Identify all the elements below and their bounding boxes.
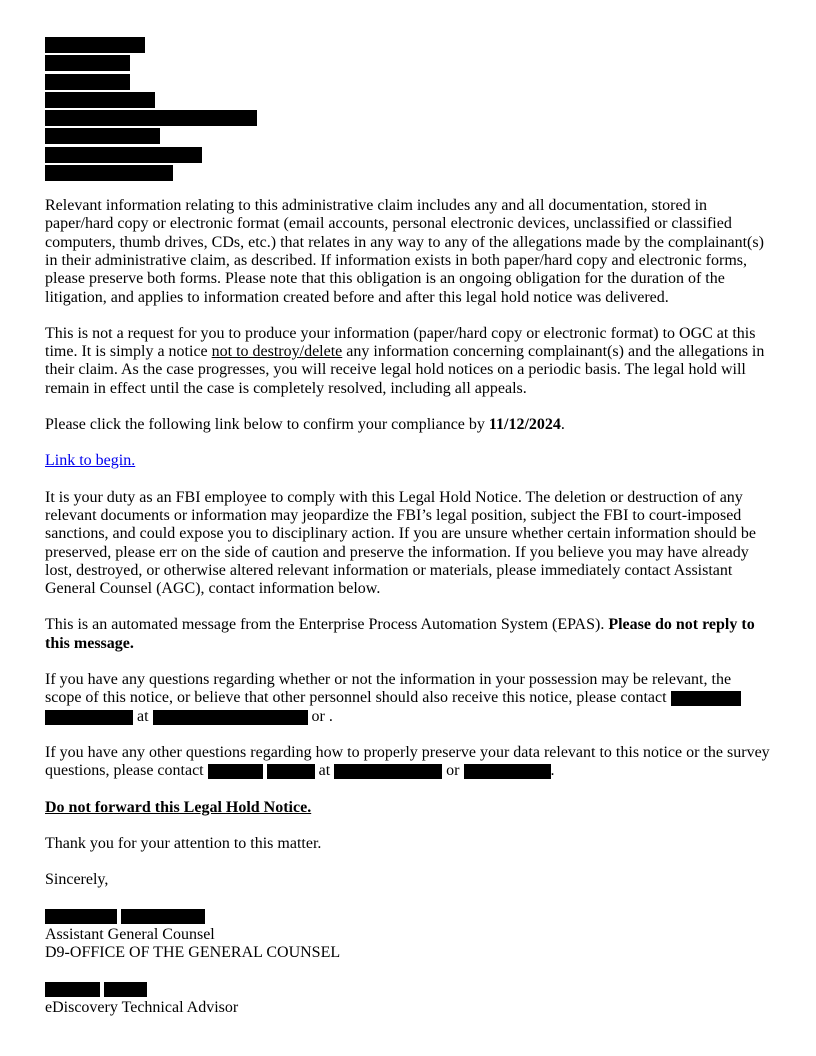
redacted-text — [267, 764, 315, 779]
text-run: any information concerning complainant(s) and the allegations in their claim. As the case progresses, you will receive legal hold notices on a periodic basis. The legal hold will remain in effect until the case is completely resolved, including all appeals. — [45, 343, 765, 397]
paragraph-do-not-forward — [45, 799, 771, 817]
paragraph-link — [45, 452, 771, 470]
paragraph-relevant-information — [45, 197, 771, 307]
redaction-bar — [45, 128, 160, 144]
redacted-text — [208, 764, 263, 779]
redacted-text — [671, 691, 741, 706]
paragraph-questions-relevance — [45, 671, 771, 726]
paragraph-questions-preservation — [45, 744, 771, 781]
text-run: If you have any questions regarding whether or not the information in your possession may be relevant, the scope of this notice, or believe that other personnel should also receive this notice, please contact — [45, 671, 732, 707]
text-run: It is your duty as an FBI employee to comply with this Legal Hold Notice. The deletion or destruction of any relevant documents or information may jeopardize the FBI’s legal position, subject the FBI to court-imposed sanctions, and could expose you to disciplinary action. If you are unsure whether certain information should be preserved, please err on the side of caution and preserve the information. If you believe you may have already lost, destroyed, or otherwise altered relevant information or materials, please immediately contact Assistant General Counsel (AGC), contact information below. — [45, 488, 756, 598]
text-run: . — [560, 416, 565, 434]
redaction-bar — [45, 147, 202, 163]
redacted-text — [45, 710, 133, 725]
text-run: at — [133, 707, 153, 725]
redaction-bar — [45, 165, 173, 181]
text-run: Sincerely, — [45, 871, 109, 889]
paragraph-thank-you — [45, 835, 771, 853]
text-run: If you have any other questions regarding how to properly preserve your data relevant to this notice or the survey questions, please contact — [45, 743, 770, 780]
paragraph-employee-duty — [45, 489, 771, 599]
signature-title: eDiscovery Technical Advisor — [45, 998, 239, 1016]
text-run: This is not a request for you to produce your information (paper/hard copy or electronic format) to OGC at this time. It is simply a notice — [45, 324, 756, 361]
text-run: Relevant information relating to this administrative claim includes any and all documentation, stored in paper/hard copy or electronic format (email accounts, personal electronic devices, unclassified or classified computers, thumb drives, CDs, etc.) that relates in any way to any of the allegations made by the complainant(s) in their administrative claim, as described. If information exists in both paper/hard copy and electronic forms, please preserve both forms. Please note that this obligation is an ongoing obligation for the duration of the litigation, and applies to information created before and after this legal hold notice was delivered. — [45, 197, 764, 306]
text-run: . — [550, 762, 555, 780]
signature-title: Assistant General Counsel — [45, 925, 215, 943]
redacted-signature-name — [45, 907, 771, 925]
text-run: This is an automated message from the Enterprise Process Automation System (EPAS). — [45, 616, 609, 634]
redaction-bar — [45, 92, 155, 108]
text-run: Please click the following link below to confirm your compliance by — [45, 416, 489, 434]
paragraph-not-a-request — [45, 325, 771, 398]
text-run-bold: Please do not reply to this message. — [45, 616, 755, 652]
text-run: at — [314, 762, 335, 780]
paragraph-automated-message — [45, 616, 771, 653]
text-run-underlined: not to destroy/delete — [211, 343, 343, 361]
do-not-forward-warning: Do not forward this Legal Hold Notice. — [45, 798, 312, 816]
text-run: or — [442, 762, 464, 780]
paragraph-confirm-compliance — [45, 416, 771, 434]
spacer — [45, 962, 771, 980]
redacted-text — [45, 982, 100, 997]
redacted-text — [334, 764, 442, 779]
redacted-text — [464, 764, 551, 779]
redaction-bar — [45, 55, 130, 71]
signature-block-ediscovery — [45, 980, 771, 1017]
redacted-text — [104, 982, 147, 997]
redaction-bar — [45, 110, 257, 126]
redacted-recipient-block — [45, 37, 771, 181]
text-run: or . — [307, 707, 333, 725]
paragraph-sincerely — [45, 871, 771, 889]
redacted-text — [121, 909, 205, 924]
redacted-text — [153, 710, 308, 725]
redacted-text — [45, 909, 117, 924]
text-run: Thank you for your attention to this matter. — [45, 834, 322, 852]
redacted-signature-name — [45, 980, 771, 998]
redaction-bar — [45, 37, 145, 53]
begin-link[interactable]: Link to begin. — [45, 452, 136, 470]
compliance-deadline-date: 11/12/2024 — [488, 416, 561, 434]
redaction-bar — [45, 74, 130, 90]
signature-office: D9-OFFICE OF THE GENERAL COUNSEL — [45, 943, 341, 961]
signature-block-agc — [45, 907, 771, 962]
